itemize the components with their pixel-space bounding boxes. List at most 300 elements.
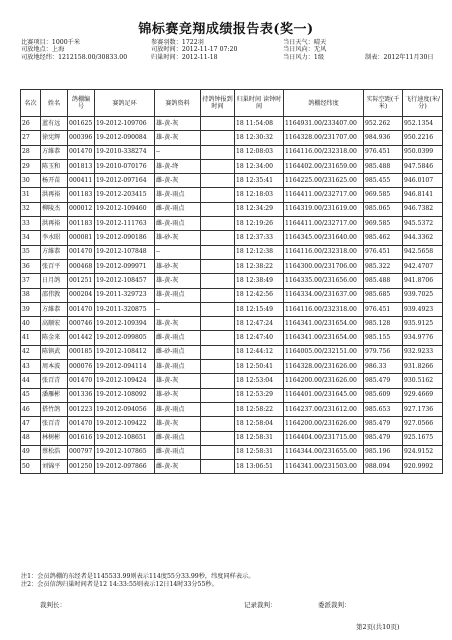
cell-name: 蔡松浩 <box>41 445 68 459</box>
cell-clock-report <box>201 302 235 316</box>
cell-return-time: 18 12:58:04 <box>235 417 284 431</box>
cell-pigeon-info: -- <box>155 145 201 159</box>
cell-pigeon-info: 雄-黄-灰 <box>155 374 201 388</box>
cell-speed: 952.1354 <box>403 117 443 131</box>
cell-speed: 925.1675 <box>403 431 443 445</box>
cell-rank: 36 <box>21 259 41 273</box>
table-row <box>21 360 443 374</box>
cell-rank: 46 <box>21 402 41 416</box>
cell-name: 张百平 <box>41 259 68 273</box>
cell-name: 陈镇武 <box>41 345 68 359</box>
cell-distance: 985.455 <box>364 174 403 188</box>
cell-loft-coords: 1164931.00/233407.00 <box>284 117 364 131</box>
table-row <box>21 159 443 173</box>
cell-loft-id: 001183 <box>68 188 95 202</box>
cell-loft-id: 000185 <box>68 345 95 359</box>
header-loft-coords: 鸽棚经纬度 <box>284 90 364 117</box>
cell-name: 搭竹鸽 <box>41 402 68 416</box>
cell-loft-id: 000204 <box>68 288 95 302</box>
cell-speed: 927.1736 <box>403 402 443 416</box>
cell-distance: 969.585 <box>364 217 403 231</box>
cell-pigeon-info: 雌-黄-雨点 <box>155 217 201 231</box>
cell-speed: 931.8266 <box>403 360 443 374</box>
cell-loft-coords: 1164402.00/231659.00 <box>284 159 364 173</box>
cell-return-time: 18 12:44:12 <box>235 345 284 359</box>
cell-loft-coords: 1164200.00/231626.00 <box>284 374 364 388</box>
note-1: 注1：会员鸽棚的东经者是1145533.99则表示114度55分33.99秒，纬度同样表示。 <box>21 573 255 580</box>
cell-distance: 985.322 <box>364 259 403 273</box>
cell-name: 陈玉和 <box>41 159 68 173</box>
cell-pigeon-info: 雄-黄-灰 <box>155 274 201 288</box>
cell-name: 高顺宏 <box>41 317 68 331</box>
table-row <box>21 374 443 388</box>
cell-distance: 985.128 <box>364 317 403 331</box>
cell-pigeon-info: 雄-黄-灰 <box>155 131 201 145</box>
cell-speed: 941.8706 <box>403 274 443 288</box>
cell-loft-id: 001470 <box>68 145 95 159</box>
cell-clock-report <box>201 417 235 431</box>
cell-loft-coords: 1164116.00/232318.00 <box>284 145 364 159</box>
cell-return-time: 18 12:30:32 <box>235 131 284 145</box>
cell-pigeon-info: 雄-砂-灰 <box>155 231 201 245</box>
cell-rank: 30 <box>21 174 41 188</box>
cell-distance: 976.451 <box>364 245 403 259</box>
cell-loft-id: 001183 <box>68 217 95 231</box>
cell-rank: 41 <box>21 331 41 345</box>
cell-ring: 19-2012-099805 <box>95 331 155 345</box>
cell-loft-coords: 1164237.00/231612.00 <box>284 402 364 416</box>
cell-loft-id: 000797 <box>68 445 95 459</box>
cell-loft-coords: 1164328.00/231707.00 <box>284 131 364 145</box>
cell-clock-report <box>201 445 235 459</box>
cell-distance: 985.462 <box>364 231 403 245</box>
cell-return-time: 18 12:34:29 <box>235 202 284 216</box>
cell-return-time: 18 12:15:49 <box>235 302 284 316</box>
cell-ring: 19-2012-111763 <box>95 217 155 231</box>
table-row <box>21 217 443 231</box>
cell-return-time: 18 12:58:22 <box>235 402 284 416</box>
cell-return-time: 18 12:42:56 <box>235 288 284 302</box>
cell-loft-coords: 1164411.00/232717.00 <box>284 217 364 231</box>
cell-rank: 34 <box>21 231 41 245</box>
cell-clock-report <box>201 460 235 474</box>
cell-ring: 19-2012-090186 <box>95 231 155 245</box>
cell-clock-report <box>201 188 235 202</box>
cell-ring: 19-2012-109460 <box>95 202 155 216</box>
cell-return-time: 18 12:18:03 <box>235 188 284 202</box>
cell-clock-report <box>201 374 235 388</box>
cell-name: 潘雁彬 <box>41 388 68 402</box>
info-entries: 参赛羽数：1722羽 <box>151 39 204 46</box>
chief-referee-label: 裁判长： <box>40 601 66 609</box>
cell-distance: 985.653 <box>364 402 403 416</box>
cell-ring: 19-2012-109394 <box>95 317 155 331</box>
cell-loft-id: 000411 <box>68 174 95 188</box>
cell-speed: 939.4923 <box>403 302 443 316</box>
cell-loft-id: 001223 <box>68 402 95 416</box>
cell-distance: 976.451 <box>364 145 403 159</box>
cell-pigeon-info: 雌-黄-灰 <box>155 174 201 188</box>
cell-name: 方維恭 <box>41 245 68 259</box>
cell-pigeon-info: -- <box>155 245 201 259</box>
cell-pigeon-info: 雄-砂-灰 <box>155 388 201 402</box>
cell-pigeon-info: 雄-黄-灰 <box>155 317 201 331</box>
cell-distance: 985.065 <box>364 202 403 216</box>
cell-distance: 988.094 <box>364 460 403 474</box>
header-rank: 名次 <box>21 90 41 117</box>
cell-loft-id: 001625 <box>68 117 95 131</box>
cell-distance: 985.488 <box>364 274 403 288</box>
cell-loft-coords: 1164300.00/231706.00 <box>284 259 364 273</box>
cell-speed: 920.9992 <box>403 460 443 474</box>
cell-ring: 19-2012-094114 <box>95 360 155 374</box>
cell-clock-report <box>201 245 235 259</box>
cell-ring: 19-2012-108457 <box>95 274 155 288</box>
cell-distance: 985.196 <box>364 445 403 459</box>
cell-loft-id: 001616 <box>68 431 95 445</box>
cell-loft-coords: 1164411.00/232717.00 <box>284 188 364 202</box>
table-row <box>21 174 443 188</box>
cell-rank: 39 <box>21 302 41 316</box>
cell-name: 洪再裕 <box>41 188 68 202</box>
cell-pigeon-info: -- <box>155 302 201 316</box>
info-release-time: 司放时间：2012-11-17 07:20 <box>151 46 238 54</box>
cell-clock-report <box>201 345 235 359</box>
delegated-referee-label: 委派裁判： <box>318 601 351 609</box>
cell-clock-report <box>201 131 235 145</box>
cell-speed: 945.5372 <box>403 217 443 231</box>
table-row <box>21 259 443 273</box>
info-return-date: 归巢时间：2012-11-18 <box>151 53 218 61</box>
table-row <box>21 117 443 131</box>
table-row <box>21 288 443 302</box>
cell-rank: 29 <box>21 159 41 173</box>
cell-distance: 985.155 <box>364 331 403 345</box>
cell-speed: 946.0107 <box>403 174 443 188</box>
header-loft-id: 鸽棚编号 <box>68 90 95 117</box>
cell-rank: 43 <box>21 360 41 374</box>
table-row <box>21 345 443 359</box>
cell-return-time: 18 12:34:00 <box>235 159 284 173</box>
cell-pigeon-info: 雄-黄-雨点 <box>155 360 201 374</box>
table-row <box>21 274 443 288</box>
cell-ring: 19-2012-097866 <box>95 460 155 474</box>
cell-loft-id: 001336 <box>68 388 95 402</box>
cell-pigeon-info: 雄-黄-雨点 <box>155 288 201 302</box>
cell-name: 杨开苗 <box>41 174 68 188</box>
cell-rank: 50 <box>21 460 41 474</box>
cell-return-time: 18 12:38:22 <box>235 259 284 273</box>
race-info <box>21 39 441 61</box>
cell-name: 方維恭 <box>41 302 68 316</box>
cell-ring: 19-2012-094056 <box>95 402 155 416</box>
cell-speed: 927.0566 <box>403 417 443 431</box>
cell-rank: 31 <box>21 188 41 202</box>
cell-loft-id: 000012 <box>68 202 95 216</box>
cell-speed: 935.9125 <box>403 317 443 331</box>
cell-rank: 45 <box>21 388 41 402</box>
cell-ring: 19-2012-109422 <box>95 417 155 431</box>
cell-loft-coords: 1164334.00/231637.00 <box>284 288 364 302</box>
cell-loft-id: 000076 <box>68 360 95 374</box>
cell-pigeon-info: 雄-黄-雨点 <box>155 188 201 202</box>
cell-speed: 947.5846 <box>403 159 443 173</box>
cell-rank: 42 <box>21 345 41 359</box>
table-row <box>21 245 443 259</box>
cell-loft-id: 001470 <box>68 417 95 431</box>
cell-clock-report <box>201 202 235 216</box>
header-clock-report: 持鸽钟报到时间 <box>201 90 235 117</box>
cell-clock-report <box>201 145 235 159</box>
cell-pigeon-info: 雄-黄-灰 <box>155 417 201 431</box>
cell-ring: 19-2012-108651 <box>95 431 155 445</box>
cell-clock-report <box>201 117 235 131</box>
cell-speed: 930.5162 <box>403 374 443 388</box>
cell-name: 洪再裕 <box>41 217 68 231</box>
cell-loft-coords: 1164200.00/231626.00 <box>284 417 364 431</box>
cell-loft-coords: 1164341.00/231503.00 <box>284 460 364 474</box>
cell-rank: 48 <box>21 431 41 445</box>
cell-distance: 986.33 <box>364 360 403 374</box>
cell-return-time: 18 12:35:41 <box>235 174 284 188</box>
cell-rank: 40 <box>21 317 41 331</box>
cell-pigeon-info: 雄-砂-灰 <box>155 259 201 273</box>
cell-name: 柳陵杰 <box>41 202 68 216</box>
table-row <box>21 431 443 445</box>
cell-ring: 19-2012-097164 <box>95 174 155 188</box>
cell-clock-report <box>201 174 235 188</box>
cell-distance: 984.936 <box>364 131 403 145</box>
cell-distance: 952.262 <box>364 117 403 131</box>
cell-clock-report <box>201 431 235 445</box>
cell-distance: 985.488 <box>364 159 403 173</box>
cell-speed: 946.7382 <box>403 202 443 216</box>
cell-speed: 939.7025 <box>403 288 443 302</box>
cell-distance: 985.685 <box>364 288 403 302</box>
cell-loft-id: 000081 <box>68 231 95 245</box>
cell-loft-coords: 1164328.00/231626.00 <box>284 360 364 374</box>
cell-return-time: 18 12:47:24 <box>235 317 284 331</box>
cell-name: 徐宪辉 <box>41 131 68 145</box>
info-release-coords: 司放地经纬：1212158.00/30833.00 <box>21 53 128 61</box>
table-row <box>21 388 443 402</box>
info-row-2 <box>21 46 441 53</box>
cell-return-time: 18 12:47:40 <box>235 331 284 345</box>
cell-loft-id: 000746 <box>68 317 95 331</box>
cell-rank: 27 <box>21 131 41 145</box>
cell-ring: 19-2012-109706 <box>95 117 155 131</box>
table-row <box>21 417 443 431</box>
cell-rank: 49 <box>21 445 41 459</box>
info-wind-direction: 当日风向：无风 <box>283 46 327 54</box>
cell-pigeon-info: 雄-黄-灰 <box>155 117 201 131</box>
cell-return-time: 18 12:50:41 <box>235 360 284 374</box>
cell-ring: 19-2012-203415 <box>95 188 155 202</box>
cell-return-time: 18 12:58:31 <box>235 431 284 445</box>
cell-distance: 985.479 <box>364 417 403 431</box>
cell-rank: 33 <box>21 217 41 231</box>
cell-distance: 979.756 <box>364 345 403 359</box>
cell-clock-report <box>201 288 235 302</box>
cell-speed: 929.4669 <box>403 388 443 402</box>
cell-rank: 28 <box>21 145 41 159</box>
table-row <box>21 202 443 216</box>
cell-clock-report <box>201 360 235 374</box>
cell-loft-coords: 1164344.00/231655.00 <box>284 445 364 459</box>
cell-clock-report <box>201 217 235 231</box>
cell-pigeon-info: 雌-黄-雨点 <box>155 202 201 216</box>
table-row <box>21 445 443 459</box>
cell-loft-id: 001813 <box>68 159 95 173</box>
cell-clock-report <box>201 402 235 416</box>
cell-rank: 37 <box>21 274 41 288</box>
cell-loft-id: 001470 <box>68 245 95 259</box>
cell-pigeon-info: 雌-黄-灰 <box>155 460 201 474</box>
cell-ring: 19-2012-107848 <box>95 245 155 259</box>
cell-return-time: 18 13:06:51 <box>235 460 284 474</box>
report-title: 锦标赛竞翔成绩报告表(奖一) <box>138 22 314 37</box>
cell-speed: 924.9152 <box>403 445 443 459</box>
cell-loft-id: 000396 <box>68 131 95 145</box>
cell-ring: 19-2012-107865 <box>95 445 155 459</box>
cell-rank: 26 <box>21 117 41 131</box>
info-race-item: 比赛项目：1000千米 <box>21 39 81 46</box>
cell-ring: 19-2010-070176 <box>95 159 155 173</box>
header-distance: 实际空距(千米) <box>364 90 403 117</box>
info-tabulated-date: 制表：2012年11月30日 <box>365 53 434 61</box>
cell-name: 日月鸽 <box>41 274 68 288</box>
cell-clock-report <box>201 231 235 245</box>
cell-speed: 946.8141 <box>403 188 443 202</box>
cell-loft-coords: 1164319.00/231619.00 <box>284 202 364 216</box>
cell-return-time: 18 11:54:08 <box>235 117 284 131</box>
cell-speed: 934.9776 <box>403 331 443 345</box>
cell-rank: 47 <box>21 417 41 431</box>
cell-distance: 969.585 <box>364 188 403 202</box>
cell-name: 林树彬 <box>41 431 68 445</box>
cell-return-time: 18 12:53:29 <box>235 388 284 402</box>
cell-clock-report <box>201 259 235 273</box>
cell-pigeon-info: 雌-砂-雨点 <box>155 345 201 359</box>
cell-return-time: 18 12:08:03 <box>235 145 284 159</box>
cell-speed: 942.4707 <box>403 259 443 273</box>
table-row <box>21 460 443 474</box>
info-weather: 当日天气：晴天 <box>283 39 327 46</box>
cell-ring: 19-2012-099971 <box>95 259 155 273</box>
cell-distance: 976.451 <box>364 302 403 316</box>
cell-pigeon-info: 雄-黄-雨点 <box>155 402 201 416</box>
cell-name: 邵伟敦 <box>41 288 68 302</box>
cell-return-time: 18 12:12:38 <box>235 245 284 259</box>
cell-return-time: 18 12:38:49 <box>235 274 284 288</box>
cell-loft-coords: 1164005.00/232151.00 <box>284 345 364 359</box>
cell-name: 周本波 <box>41 360 68 374</box>
cell-name: 蓝有远 <box>41 117 68 131</box>
cell-ring: 19-2012-090084 <box>95 131 155 145</box>
cell-rank: 32 <box>21 202 41 216</box>
cell-loft-coords: 1164225.00/231625.00 <box>284 174 364 188</box>
cell-loft-id: 001470 <box>68 302 95 316</box>
cell-name: 方維恭 <box>41 145 68 159</box>
notes <box>21 573 254 588</box>
cell-speed: 944.3362 <box>403 231 443 245</box>
table-header-row <box>21 90 443 117</box>
cell-name: 张百青 <box>41 417 68 431</box>
cell-loft-coords: 1164341.00/231654.00 <box>284 317 364 331</box>
cell-name: 刘锦平 <box>41 460 68 474</box>
header-name: 姓名 <box>41 90 68 117</box>
cell-speed: 932.9233 <box>403 345 443 359</box>
table-row <box>21 302 443 316</box>
cell-loft-coords: 1164335.00/231656.00 <box>284 274 364 288</box>
header-speed: 飞行速度(米/分) <box>403 90 443 117</box>
cell-speed: 950.0399 <box>403 145 443 159</box>
info-wind-force: 当日风力：1级 <box>283 53 325 61</box>
cell-ring: 19-2011-329723 <box>95 288 155 302</box>
results-table <box>20 89 443 474</box>
cell-ring: 19-2012-109424 <box>95 374 155 388</box>
header-pigeon-info: 赛鸽资料 <box>155 90 201 117</box>
cell-loft-id: 001470 <box>68 374 95 388</box>
cell-rank: 35 <box>21 245 41 259</box>
cell-loft-coords: 1164116.00/232318.00 <box>284 245 364 259</box>
cell-distance: 985.609 <box>364 388 403 402</box>
info-row-3 <box>21 54 441 61</box>
cell-clock-report <box>201 159 235 173</box>
header-return-time: 归巢时间 读钟时间 <box>235 90 284 117</box>
cell-loft-coords: 1164116.00/232318.00 <box>284 302 364 316</box>
cell-loft-coords: 1164404.00/231715.00 <box>284 431 364 445</box>
cell-name: 陈金来 <box>41 331 68 345</box>
cell-return-time: 18 12:58:31 <box>235 445 284 459</box>
cell-return-time: 18 12:19:26 <box>235 217 284 231</box>
cell-ring: 19-2012-108092 <box>95 388 155 402</box>
table-row <box>21 188 443 202</box>
table-row <box>21 145 443 159</box>
cell-loft-coords: 1164341.00/231654.00 <box>284 331 364 345</box>
header-ring: 赛鸽足环 <box>95 90 155 117</box>
cell-distance: 985.479 <box>364 431 403 445</box>
cell-loft-coords: 1164345.00/231640.00 <box>284 231 364 245</box>
cell-clock-report <box>201 317 235 331</box>
cell-rank: 38 <box>21 288 41 302</box>
cell-ring: 19-2012-108412 <box>95 345 155 359</box>
table-row <box>21 231 443 245</box>
note-2: 注2：会员信鸽归巢时间者是12 14:33:55则表示12日14时33分55秒。 <box>21 580 218 588</box>
cell-return-time: 18 12:53:04 <box>235 374 284 388</box>
cell-distance: 985.479 <box>364 374 403 388</box>
cell-ring: 19-2010-338274 <box>95 145 155 159</box>
cell-clock-report <box>201 274 235 288</box>
cell-loft-id: 001251 <box>68 274 95 288</box>
record-referee-label: 记录裁判： <box>244 601 277 609</box>
page-number: 第2页(共10页) <box>356 623 400 631</box>
cell-name: 张百青 <box>41 374 68 388</box>
table-row <box>21 331 443 345</box>
cell-rank: 44 <box>21 374 41 388</box>
cell-clock-report <box>201 331 235 345</box>
cell-loft-id: 001442 <box>68 331 95 345</box>
cell-loft-id: 000468 <box>68 259 95 273</box>
cell-speed: 950.2216 <box>403 131 443 145</box>
table-row <box>21 402 443 416</box>
cell-pigeon-info: 雌-黄-雨点 <box>155 431 201 445</box>
cell-loft-coords: 1164401.00/231645.00 <box>284 388 364 402</box>
cell-pigeon-info: 雌-黄-雨点 <box>155 331 201 345</box>
cell-ring: 19-2011-320875 <box>95 302 155 316</box>
cell-pigeon-info: 雄-黄-绛 <box>155 159 201 173</box>
table-row <box>21 131 443 145</box>
